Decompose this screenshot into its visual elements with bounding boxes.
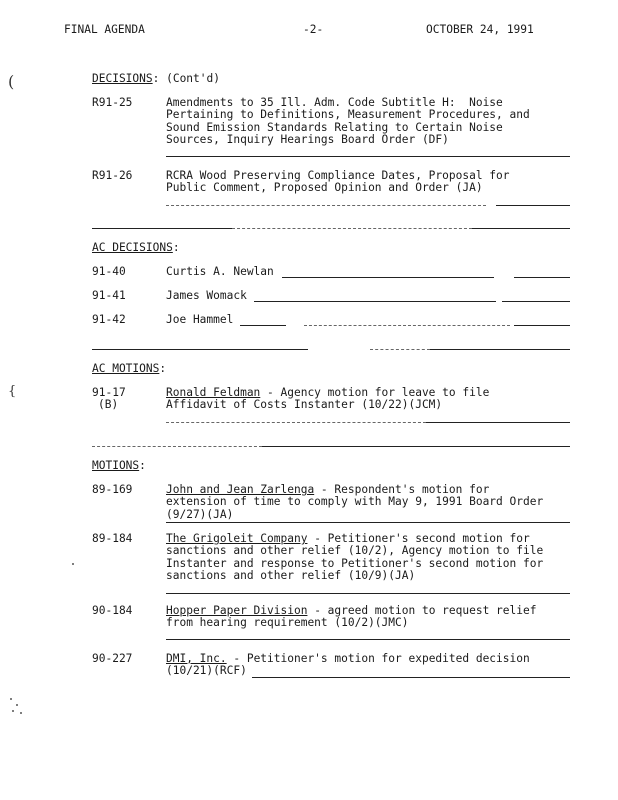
section-heading-ac-decisions: AC DECISIONS: xyxy=(92,241,180,254)
scan-speck xyxy=(20,712,22,714)
header-date: OCTOBER 24, 1991 xyxy=(426,23,534,36)
section-divider xyxy=(92,228,232,229)
item-number: 91-40 xyxy=(92,265,126,278)
item-number: 91-17 xyxy=(92,386,126,399)
signature-line xyxy=(304,325,510,326)
section-heading-motions: MOTIONS: xyxy=(92,459,146,472)
section-divider xyxy=(472,228,570,229)
item-number: 89-184 xyxy=(92,532,133,545)
header-title: FINAL AGENDA xyxy=(64,23,145,36)
item-text: The Grigoleit Company - Petitioner's second motion for sanctions and other relief (10/2), Agency motion to file Instanter and response to Petitioner's second motion for sanctions and other relief (10/9)(JA) xyxy=(166,532,544,582)
item-subnumber: (B) xyxy=(98,398,119,411)
item-number: 89-169 xyxy=(92,483,133,496)
margin-mark: ( xyxy=(8,72,15,91)
item-text: Amendments to 35 Ill. Adm. Code Subtitle H: Noise Pertaining to Definitions, Measurement Procedures, and Sound Emission Standards Relating to Certain Noise Sources, Inquiry Hearings Board Order (DF) xyxy=(166,96,530,146)
party-name: Hopper Paper Division xyxy=(166,604,308,617)
signature-line xyxy=(166,593,570,594)
item-number: 90-184 xyxy=(92,604,133,617)
signature-line xyxy=(426,422,570,423)
section-divider xyxy=(370,349,430,350)
signature-line xyxy=(166,156,570,157)
signature-line xyxy=(166,639,570,640)
signature-line xyxy=(240,325,286,326)
scan-speck xyxy=(72,563,74,565)
margin-mark: { xyxy=(8,384,17,399)
item-number: 91-41 xyxy=(92,289,126,302)
section-divider xyxy=(92,349,308,350)
item-text: DMI, Inc. - Petitioner's motion for expedited decision (10/21)(RCF) xyxy=(166,652,530,678)
signature-line xyxy=(496,205,570,206)
item-name: Curtis A. Newlan xyxy=(166,265,274,278)
scan-speck xyxy=(16,704,18,706)
item-number: 91-42 xyxy=(92,313,126,326)
signature-line xyxy=(166,205,486,206)
item-number: 90-227 xyxy=(92,652,133,665)
item-text: Ronald Feldman - Agency motion for leave to file Affidavit of Costs Instanter (10/22)(JCM) xyxy=(166,386,490,412)
page-number: -2- xyxy=(303,23,324,36)
signature-line xyxy=(282,277,494,278)
signature-line xyxy=(514,277,570,278)
item-text: RCRA Wood Preserving Compliance Dates, Proposal for Public Comment, Proposed Opinion and Order (JA) xyxy=(166,169,510,195)
signature-line xyxy=(502,301,570,302)
scan-speck xyxy=(10,698,12,700)
party-name: Ronald Feldman xyxy=(166,386,261,399)
signature-line xyxy=(166,522,570,523)
signature-line xyxy=(514,325,570,326)
party-name: The Grigoleit Company xyxy=(166,532,308,545)
item-text: John and Jean Zarlenga - Respondent's motion for extension of time to comply with May 9, 1991 Board Order (9/27)(JA) xyxy=(166,483,544,521)
party-name: John and Jean Zarlenga xyxy=(166,483,315,496)
signature-line xyxy=(252,677,570,678)
section-divider xyxy=(262,446,570,447)
item-number: R91-26 xyxy=(92,169,133,182)
section-divider xyxy=(430,349,570,350)
item-name: James Womack xyxy=(166,289,247,302)
section-heading-decisions: DECISIONS: (Cont'd) xyxy=(92,72,220,85)
item-text: Hopper Paper Division - agreed motion to request relief from hearing requirement (10/2)(JMC) xyxy=(166,604,537,630)
scan-speck xyxy=(12,710,14,712)
item-name: Joe Hammel xyxy=(166,313,234,326)
section-divider xyxy=(92,446,262,447)
section-divider xyxy=(232,228,472,229)
signature-line xyxy=(166,422,426,423)
signature-line xyxy=(254,301,496,302)
item-number: R91-25 xyxy=(92,96,133,109)
section-heading-ac-motions: AC MOTIONS: xyxy=(92,362,167,375)
party-name: DMI, Inc. xyxy=(166,652,227,665)
